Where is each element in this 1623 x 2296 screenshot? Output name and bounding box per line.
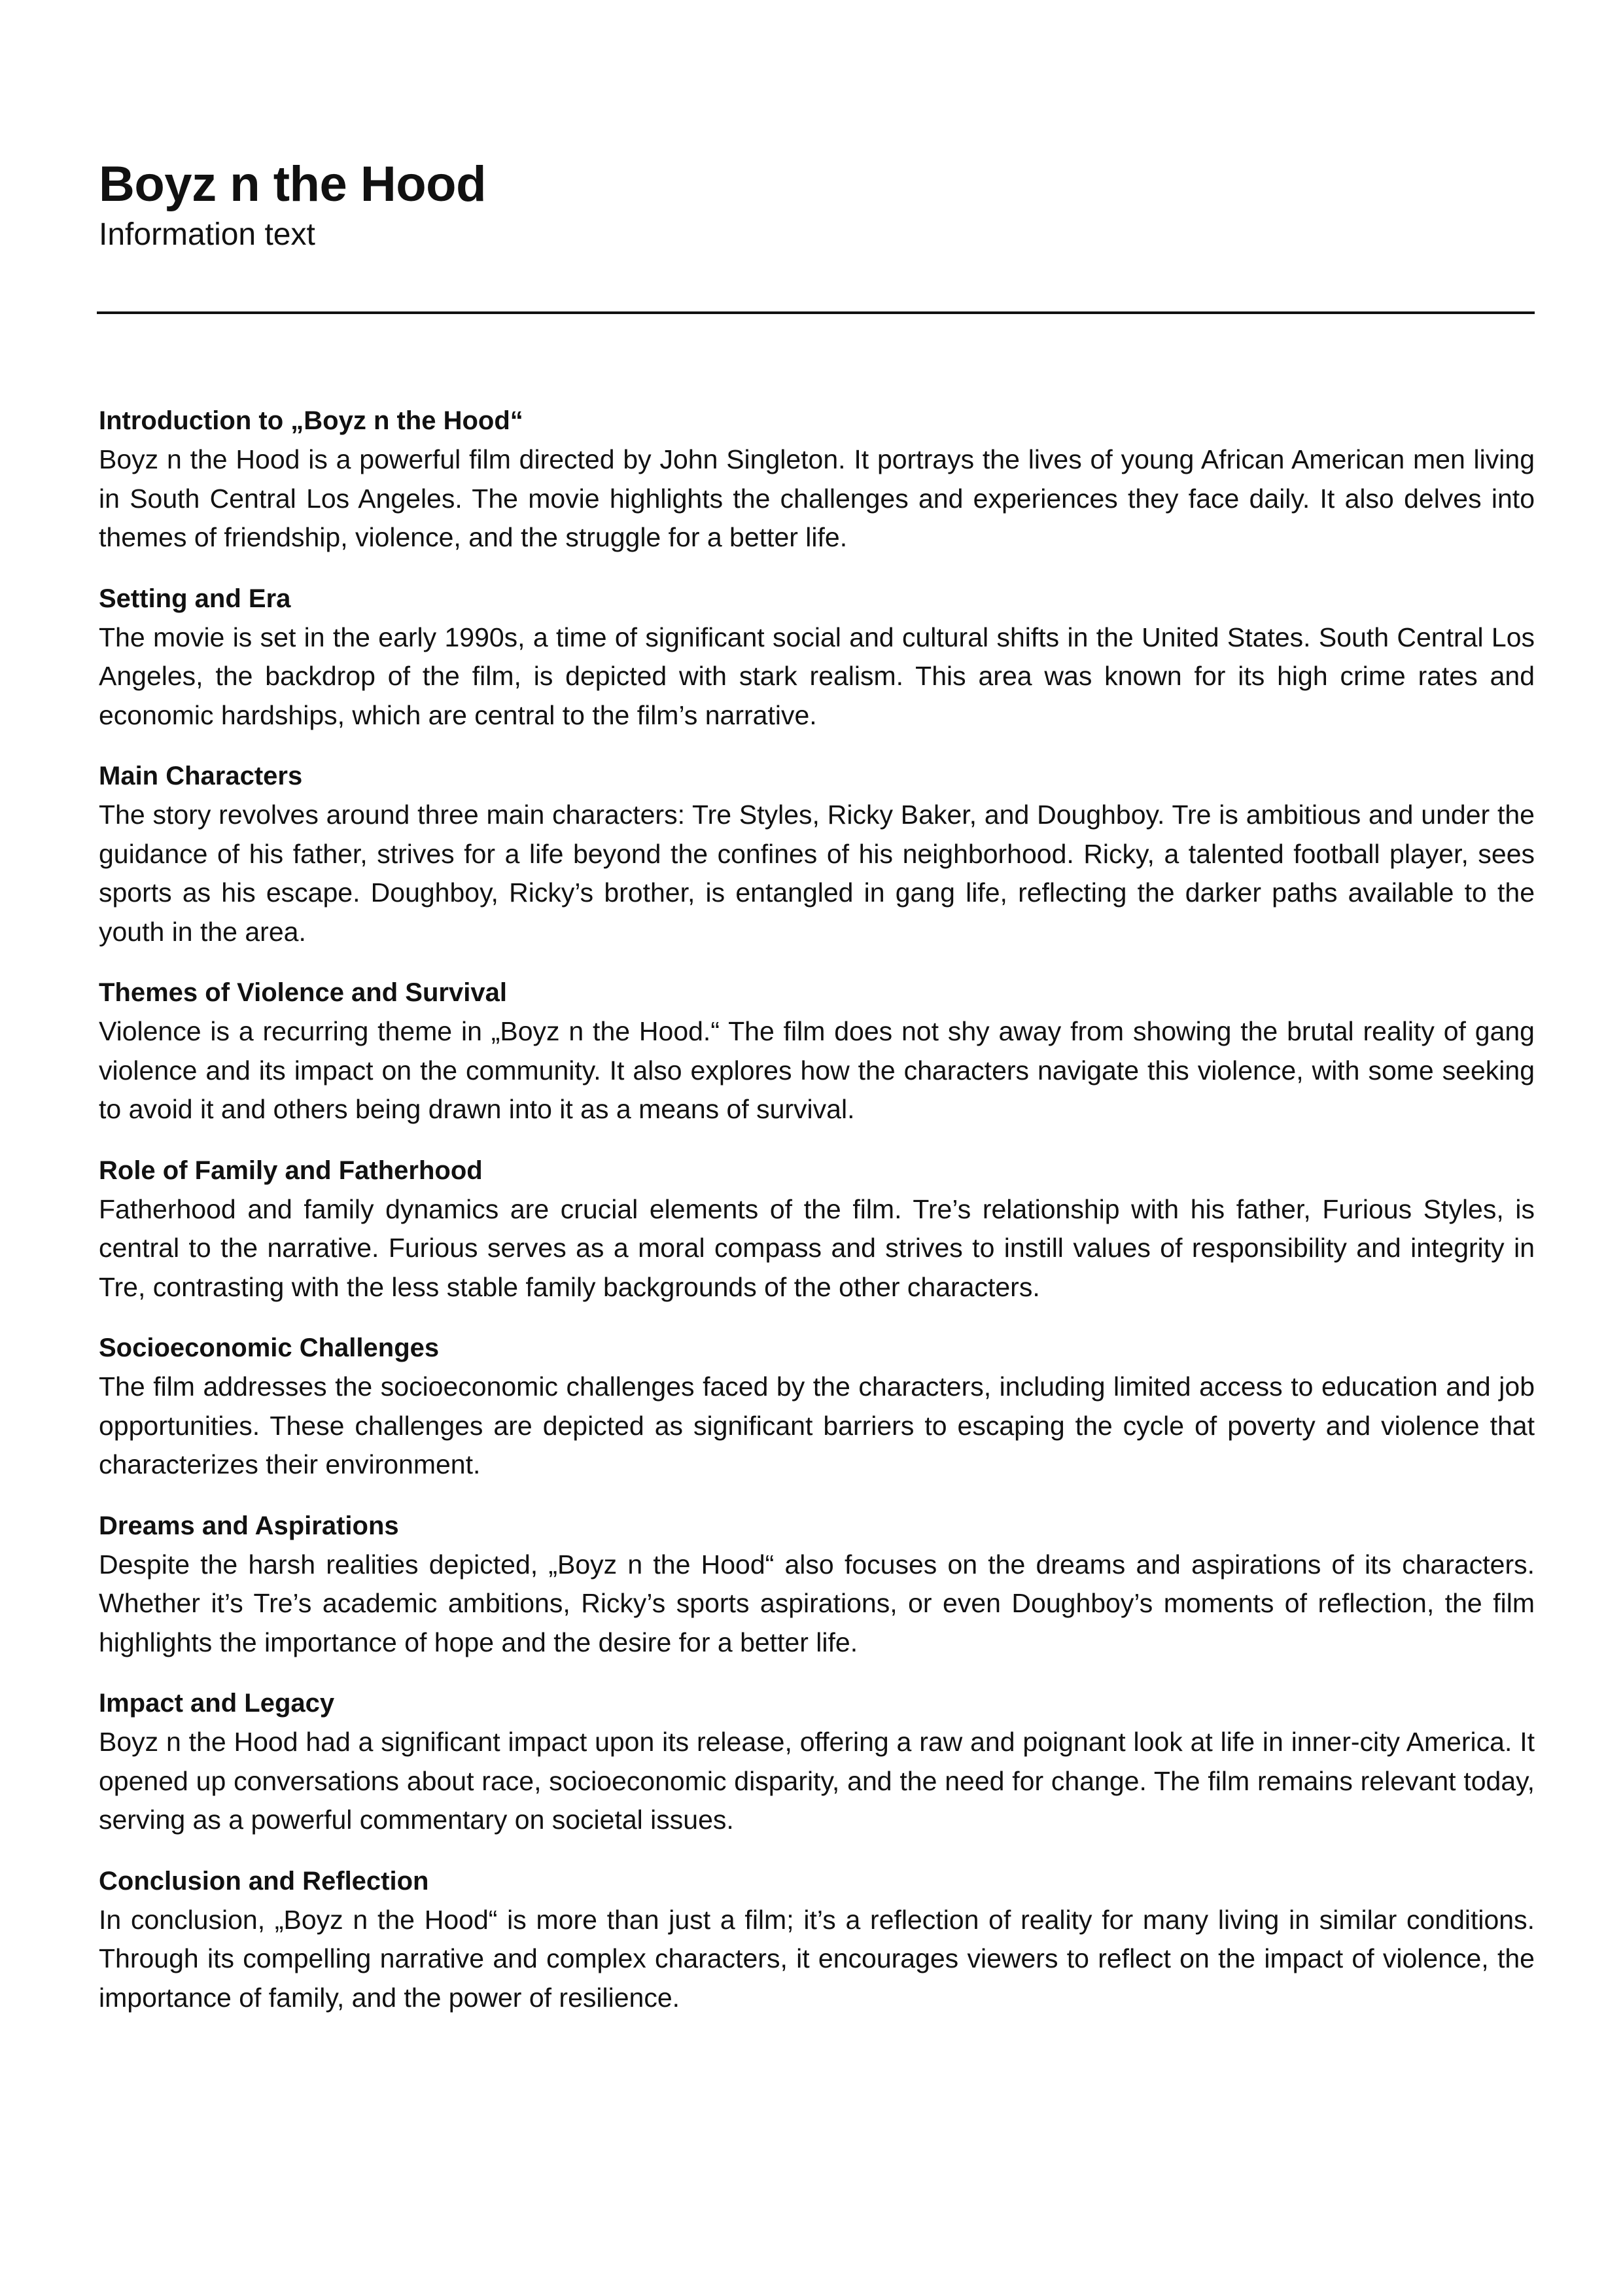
section-body: The film addresses the socioeconomic challenges faced by the characters, including limited access to education and job opportunities. These challenges are depicted as significant barriers to escaping the cycle of poverty and violence that characterizes their environment. [99, 1371, 1535, 1479]
section-body: The movie is set in the early 1990s, a time of significant social and cultural shifts in the United States. South Central Los Angeles, the backdrop of the film, is depicted with stark realism. This area was known for its high crime rates and economic hardships, which are central to the film’s narrative. [99, 622, 1535, 730]
section-heading: Introduction to „Boyz n the Hood“ [99, 406, 523, 435]
section-heading: Socioeconomic Challenges [99, 1333, 440, 1362]
section-themes-of-violence [99, 973, 1535, 1129]
section-main-characters [99, 756, 1535, 951]
document-subtitle: Information text [99, 217, 315, 252]
section-socioeconomic-challenges [99, 1328, 1535, 1485]
section-body: The story revolves around three main characters: Tre Styles, Ricky Baker, and Doughboy. Tre is ambitious and under the guidance of his father, strives for a life beyond the confines of his neighborhood. Ricky, a talented football player, sees sports as his escape. Doughboy, Ricky’s brother, is entangled in gang life, reflecting the darker paths available to the youth in the area. [99, 800, 1535, 947]
section-heading: Impact and Legacy [99, 1689, 335, 1718]
section-heading: Themes of Violence and Survival [99, 978, 507, 1007]
header-divider [97, 311, 1535, 314]
section-impact-and-legacy [99, 1684, 1535, 1840]
section-heading: Dreams and Aspirations [99, 1511, 399, 1540]
section-heading: Setting and Era [99, 584, 291, 613]
section-dreams-and-aspirations [99, 1506, 1535, 1663]
section-family-and-fatherhood [99, 1151, 1535, 1307]
section-conclusion-and-reflection [99, 1862, 1535, 2018]
section-body: Fatherhood and family dynamics are crucial elements of the film. Tre’s relationship with his father, Furious Styles, is central to the narrative. Furious serves as a moral compass and strives to instill values of responsibility and integrity in Tre, contrasting with the less stable family backgrounds of the other characters. [99, 1193, 1535, 1302]
section-body: In conclusion, „Boyz n the Hood“ is more than just a film; it’s a reflection of reality for many living in similar conditions. Through its compelling narrative and complex characters, it encourages viewers to reflect on the impact of violence, the importance of family, and the power of resilience. [99, 1904, 1535, 2013]
section-heading: Role of Family and Fatherhood [99, 1156, 483, 1185]
sections-container [99, 401, 1535, 2039]
section-body: Despite the harsh realities depicted, „Boyz n the Hood“ also focuses on the dreams and aspirations of its characters. Whether it’s Tre’s academic ambitions, Ricky’s sports aspirations, or even Doughboy’s moments of reflection, the film highlights the importance of hope and the desire for a better life. [99, 1549, 1535, 1657]
document-title: Boyz n the Hood [99, 156, 487, 212]
section-setting-and-era [99, 579, 1535, 735]
section-introduction [99, 401, 1535, 557]
section-heading: Conclusion and Reflection [99, 1866, 429, 1896]
section-heading: Main Characters [99, 762, 303, 790]
section-body: Violence is a recurring theme in „Boyz n the Hood.“ The film does not shy away from showing the brutal reality of gang violence and its impact on the community. It also explores how the characters navigate this violence, with some seeking to avoid it and others being drawn into it as a means of survival. [99, 1016, 1535, 1124]
section-body: Boyz n the Hood is a powerful film directed by John Singleton. It portrays the lives of young African American men living in South Central Los Angeles. The movie highlights the challenges and experiences they face daily. It also delves into themes of friendship, violence, and the struggle for a better life. [99, 444, 1535, 552]
section-body: Boyz n the Hood had a significant impact upon its release, offering a raw and poignant look at life in inner-city America. It opened up conversations about race, socioeconomic disparity, and the need for change. The film remains relevant today, serving as a powerful commentary on societal issues. [99, 1727, 1535, 1835]
